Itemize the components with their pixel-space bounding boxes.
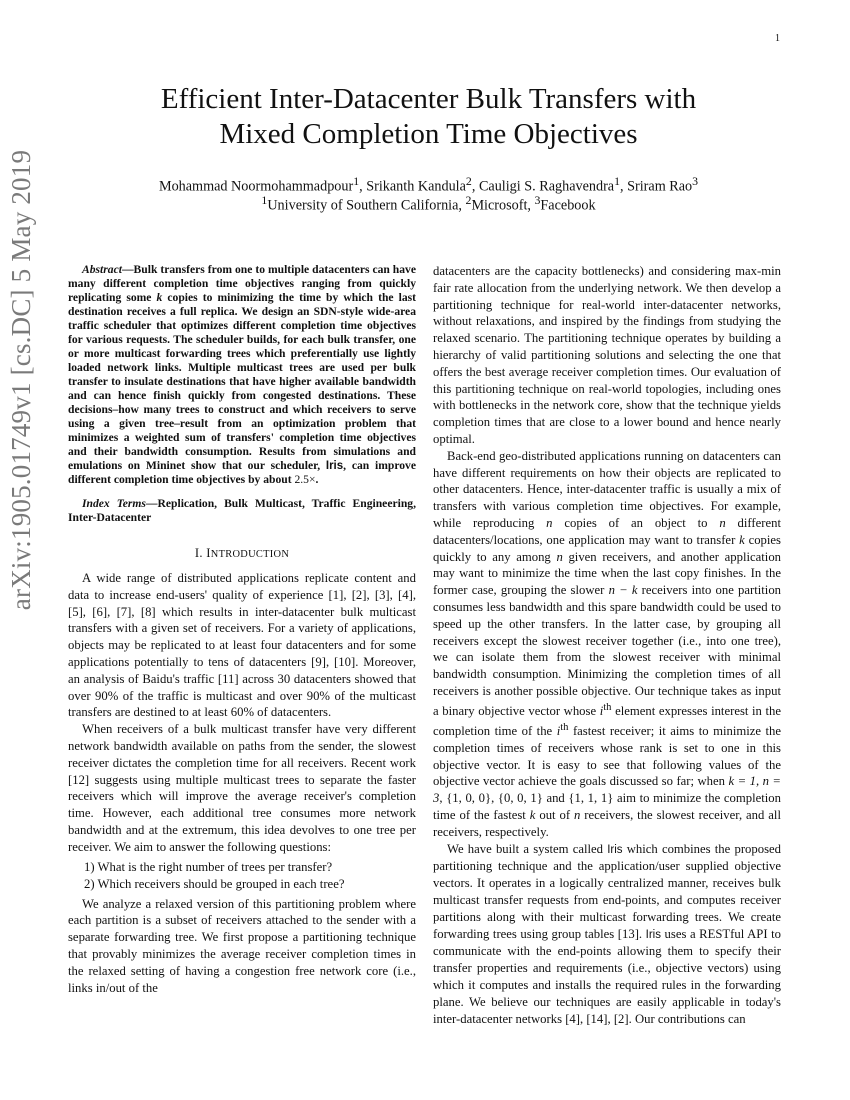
title-line-1: Efficient Inter-Datacenter Bulk Transfers with — [160, 83, 697, 115]
math-var: i — [556, 723, 561, 738]
affiliation-marker: 1 — [261, 193, 268, 207]
affiliation-name: Microsoft, — [471, 197, 535, 214]
text-run: We have built a system called — [447, 841, 608, 856]
section-number: I. — [194, 546, 207, 560]
math-var: k — [739, 532, 745, 547]
abstract-text: Bulk transfers from one to multiple datacenters can have many different completion time objectives ranging from quickly replicating some — [68, 263, 416, 304]
math-expr: n − k — [608, 583, 638, 598]
index-terms-text: Replication, Bulk Multicast, Traffic Engineering, Inter-Datacenter — [68, 497, 416, 524]
text-run: aim to minimize the completion time of the fastest — [433, 791, 781, 822]
author-name: Srikanth Kandula — [366, 178, 466, 195]
abstract-text: , can improve different completion time objectives by about — [68, 459, 416, 486]
paragraph — [433, 448, 781, 841]
text-run: copies quickly to any among — [433, 532, 781, 564]
superscript: th — [603, 701, 612, 713]
text-run: given receivers, and another application may want to minimize the time when the last copy finishes. In the former case, grouping the slower — [433, 549, 782, 598]
affiliation-marker: 1 — [353, 174, 360, 188]
section-heading — [68, 546, 416, 561]
abstract-label: Abstract — [82, 263, 122, 276]
affiliation-name: University of Southern California, — [267, 197, 466, 214]
paragraph: A wide range of distributed applications replicate content and data to increase end-users' quality of experience [1], [2], [3], [4], [5], [6], [7], [8] which results in inter-datacenter bulk multicast transfers with a given set of receivers. For a variety of applications, objects may be replicated to at least four datacenters and for some applications potentially to tens of datacenters [9], [10]. Moreover, an analysis of Baidu's traffic [11] across 30 datacenters showed that over 90% of the traffic is multicast and over 90% of the multicast transfers are destined to at least 60% of datacenters. — [68, 571, 416, 720]
dash: — — [145, 497, 158, 510]
separator: , — [359, 178, 367, 195]
text-run: Back-end geo-distributed applications running on datacenters can have different requirements on how their objects are replicated to other datacenters. Hence, inter-datacenter traffic is usually a mix of transfers with various completion time objectives. For example, while reproducing — [433, 448, 781, 530]
affiliations — [60, 191, 797, 215]
math-var: k — [156, 291, 163, 304]
system-name: Iris — [325, 460, 344, 472]
section-title-rest: NTRODUCTION — [210, 549, 290, 560]
system-name: Iris — [645, 928, 661, 941]
system-name: Iris — [607, 843, 623, 856]
math-var: i — [599, 703, 604, 718]
section-title-initial: I — [206, 546, 211, 560]
paragraph — [433, 841, 781, 1028]
list-item: 2) Which receivers should be grouped in each tree? — [84, 876, 345, 891]
text-run: which combines the proposed partitioning technique and the application/user supplied objective vectors. It operates in a logically centralized manner, receives bulk multicast transfer requests from end-points, and computes receiver partitions along with their multicast forwarding trees. We create forwarding trees using group tables [13]. — [433, 841, 781, 941]
math-var: n — [574, 807, 581, 822]
separator: , — [471, 178, 479, 195]
paragraph: datacenters are the capacity bottlenecks) and considering max-min fair rate allocation from the underlying network. We then develop a partitioning technique for real-world inter-datacenter networks, without relaxations, and inspired by the findings from studying the relaxed scenario. The partitioning technique operates by building a hierarchy of valid partitioning solutions and selecting the one that offers the best average receiver completion times. Our evaluation of this partitioning technique on real-world topologies, including ones with bottlenecks in the network core, show that the technique yields completion times that are close to a lower bound and hence nearly optimal. — [433, 264, 781, 446]
author-name: Cauligi S. Raghavendra — [478, 178, 615, 195]
text-run: copies of an object to — [552, 515, 720, 530]
superscript: th — [560, 721, 569, 733]
text-run: fastest receiver; it aims to minimize the completion times of receivers whose rank is set to one in this objective vector. It is easy to see that following values of the objective vector achieve the goals discussed so far; when — [433, 723, 781, 789]
text-run: uses a RESTful API to communicate with the end-points allowing them to specify their transfer properties and requirements (i.e., objective vectors) using which it computes and installs the required rules in the forwarding plane. We believe our techniques are easily applicable in today's inter-datacenter networks [4], [14], [2]. Our contributions can — [433, 926, 781, 1026]
paragraph: We analyze a relaxed version of this partitioning problem where each partition is a subset of receivers attached to the sender with a separate forwarding tree. We first propose a partitioning technique that provably minimizes the average receiver completion times in the relaxed setting of having a congestion free network core (i.e., links in/out of the — [68, 896, 416, 995]
right-column — [433, 263, 781, 1027]
affiliation-marker: 3 — [692, 174, 699, 188]
math-var: n — [556, 549, 563, 564]
objective-vector: {0, 0, 1} — [497, 791, 543, 806]
affiliation-marker: 1 — [614, 174, 621, 188]
affiliation-marker: 2 — [465, 174, 472, 188]
text-run: element expresses interest in the completion time of the — [433, 703, 781, 738]
text-run: receivers into one partition consumes less bandwidth and this spare bandwidth could be used to speed up the other transfers. In the latter case, by grouping all receivers except the slowest receiver together (i.e., into one tree), we can isolate them from the slowest receiver with minimal bandwidth consumption. Minimizing the completion times of all receivers is another possible objective. Our technique takes as input a binary objective vector whose — [433, 583, 782, 718]
index-terms-label: Index Terms — [82, 497, 146, 510]
author-name: Mohammad Noormohammadpour — [158, 178, 354, 195]
math-var: k — [529, 807, 536, 822]
list-item: 1) What is the right number of trees per transfer? — [84, 859, 333, 874]
dash: — — [121, 263, 134, 276]
text-run: , — [439, 791, 447, 806]
left-column — [68, 263, 416, 996]
separator: , — [620, 178, 628, 195]
math-var: n — [719, 515, 726, 530]
index-terms — [68, 497, 416, 525]
paragraph: When receivers of a bulk multicast transfer have very different network bandwidth available on paths from the sender, the slowest receiver dictates the completion time for all receivers. Recent work [12] suggests using multiple multicast trees to separate the faster receivers which will improve the average receiver's completion time. However, each additional tree consumes more network bandwidth and at the extremum, this idea devolves to one tree per receiver. We aim to answer the following questions: — [68, 722, 416, 854]
arxiv-stamp: arXiv:1905.01749v1 [cs.DC] 5 May 2019 — [6, 149, 36, 611]
abstract — [68, 263, 416, 487]
abstract-text: . — [315, 473, 319, 486]
text-run: out of — [535, 807, 575, 822]
objective-vector: {1, 0, 0} — [446, 791, 492, 806]
text-run: and — [542, 791, 569, 806]
affiliation-marker: 3 — [534, 193, 541, 207]
question-list — [68, 859, 416, 893]
title-line-2: Mixed Completion Time Objectives — [219, 118, 638, 150]
affiliation-marker: 2 — [465, 193, 472, 207]
text-run: receivers, the slowest receiver, and all receivers, respectively. — [433, 807, 781, 839]
math-expr: k = 1, n = 3 — [433, 774, 781, 806]
affiliation-name: Facebook — [540, 197, 596, 214]
author-name: Sriram Rao — [627, 178, 693, 195]
page-number: 1 — [775, 33, 780, 44]
paper-title — [60, 82, 797, 152]
text-run: , — [491, 791, 498, 806]
objective-vector: {1, 1, 1} — [568, 791, 614, 806]
math-var: n — [546, 515, 553, 530]
text-run: different datacenters/locations, one application may want to transfer — [433, 515, 782, 547]
improvement-factor: 2.5× — [294, 473, 316, 486]
abstract-text: copies to minimizing the time by which the last destination receives a full replica. We design an SDN-style wide-area traffic scheduler that optimizes different completion time objectives for various requests. The scheduler builds, for each bulk transfer, one or more multicast forwarding trees which preferentially use lightly loaded network links. Multiple multicast trees are used per bulk transfer to insulate destinations that have higher available bandwidth and can hence finish quickly from congested destinations. These decisions–how many trees to construct and which receivers to serve using a given tree–result from an optimization problem that minimizes a weighted sum of transfers' completion time objectives and their bandwidth consumption. Results from simulations and emulations on Mininet show that our scheduler, — [68, 291, 417, 472]
